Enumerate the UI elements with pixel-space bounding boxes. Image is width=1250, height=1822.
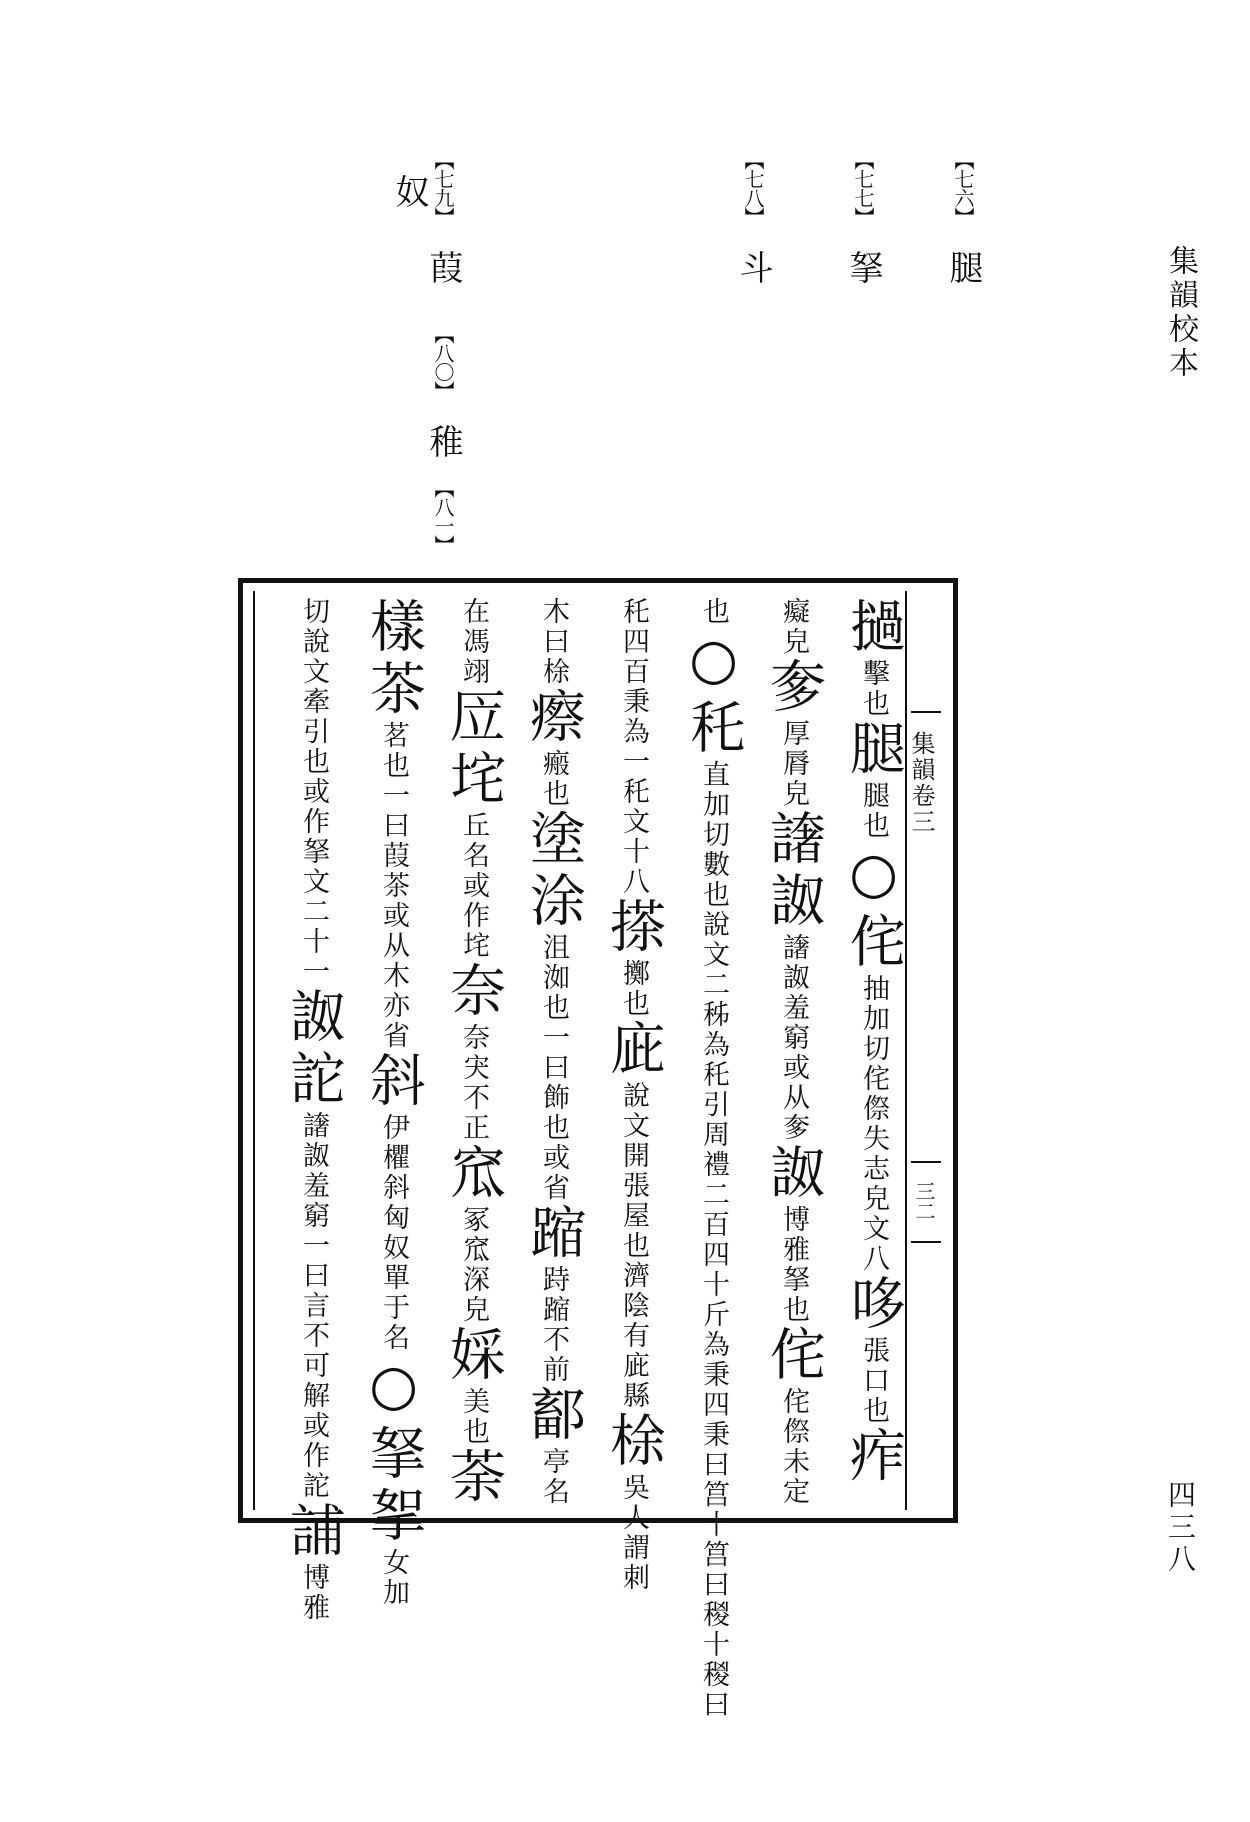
gloss: 吳人謂刺 bbox=[618, 1473, 649, 1593]
margin-tick bbox=[911, 711, 941, 713]
headword: 庛 bbox=[601, 1019, 666, 1081]
note-word: 斗 bbox=[733, 250, 773, 284]
text-columns bbox=[259, 597, 906, 1720]
gloss: 直加切數也說文二秭為秅引周禮二百四十斤為秉四秉曰筥十筥曰稯十稯曰 bbox=[698, 760, 729, 1720]
note-77 bbox=[843, 150, 883, 284]
text-column bbox=[821, 597, 906, 1504]
gloss: 厚脣皃 bbox=[778, 719, 809, 809]
note-78 bbox=[733, 150, 773, 284]
headword: ○秅 bbox=[681, 627, 746, 760]
headword: 窊 bbox=[441, 1143, 506, 1205]
gloss: 博雅 bbox=[298, 1563, 329, 1623]
note-word: 葭 bbox=[423, 250, 463, 284]
headword: 婇 bbox=[441, 1325, 506, 1387]
headword: 譇詉 bbox=[761, 809, 826, 933]
headword: 塗涂 bbox=[521, 809, 586, 933]
note-mark: 【七六】 bbox=[951, 150, 975, 226]
headword: 斜 bbox=[361, 1051, 426, 1113]
text-column bbox=[581, 597, 666, 1593]
headword: 誧 bbox=[281, 1501, 346, 1563]
gloss: 博雅拏也 bbox=[778, 1205, 809, 1325]
gloss: 譇詉羞窮一曰言不可解或作詑 bbox=[298, 1111, 329, 1501]
note-mark: 【七九】 bbox=[431, 150, 455, 226]
gloss: 說文開張屋也濟陰有庛縣 bbox=[618, 1081, 649, 1411]
woodblock-frame bbox=[238, 578, 958, 1720]
text-column bbox=[501, 597, 586, 1507]
headword: 奈 bbox=[441, 961, 506, 1023]
gloss: 奈宊不正 bbox=[458, 1023, 489, 1143]
headword: 詉詑 bbox=[281, 987, 346, 1111]
gloss: 美也 bbox=[458, 1387, 489, 1447]
text-column bbox=[741, 597, 826, 1507]
gloss: 茗也一曰葭茶或从木亦省 bbox=[378, 721, 409, 1051]
gloss: 侘傺未定 bbox=[778, 1387, 809, 1507]
page-number: 四三八 bbox=[1164, 1480, 1197, 1576]
gloss: 擊也 bbox=[858, 659, 889, 719]
gloss: 癡皃 bbox=[778, 597, 809, 657]
headword: 鄐 bbox=[521, 1385, 586, 1447]
gloss: 木曰梌 bbox=[538, 597, 569, 687]
text-column bbox=[661, 597, 746, 1720]
text-column bbox=[341, 597, 426, 1608]
gloss: 腿也 bbox=[858, 781, 889, 841]
note-word: 稚 bbox=[423, 424, 463, 458]
gloss: 在馮翊 bbox=[458, 597, 489, 687]
margin-title: 集韻卷三 bbox=[907, 731, 935, 835]
note-mark: 【八〇】 bbox=[431, 324, 455, 400]
gloss: 丘名或作垞 bbox=[458, 811, 489, 961]
text-column bbox=[421, 597, 506, 1509]
note-word: 拏 bbox=[843, 250, 883, 284]
gloss: 伊欋斜匈奴單于名 bbox=[378, 1113, 409, 1353]
gloss: 亭名 bbox=[538, 1447, 569, 1507]
text-column bbox=[261, 597, 346, 1623]
gloss: 擲也 bbox=[618, 959, 649, 1019]
margin-folio: 三二 bbox=[912, 1181, 936, 1221]
headword: 㕇垞 bbox=[441, 687, 506, 811]
gloss: 跱蹜不前 bbox=[538, 1265, 569, 1385]
headword: 搽 bbox=[601, 897, 666, 959]
note-mark: 【七八】 bbox=[741, 150, 765, 226]
gloss: 瘢也 bbox=[538, 749, 569, 809]
margin-tick bbox=[911, 1161, 941, 1163]
headword: 蹜 bbox=[521, 1203, 586, 1265]
headword: ○拏挐 bbox=[361, 1353, 426, 1548]
note-mark: 【八一】 bbox=[431, 478, 455, 554]
headword: 奓 bbox=[761, 657, 826, 719]
margin-tick bbox=[911, 1241, 941, 1243]
book-title: 集韻校本 bbox=[1163, 245, 1198, 381]
headword: 梌 bbox=[601, 1411, 666, 1473]
note-mark: 【七七】 bbox=[851, 150, 875, 226]
headword: 詉 bbox=[761, 1143, 826, 1205]
headword: 荼 bbox=[441, 1447, 506, 1509]
gloss: 冢窊深皃 bbox=[458, 1205, 489, 1325]
gloss: 切說文牽引也或作拏文二十一 bbox=[298, 597, 329, 987]
headword: 痄 bbox=[841, 1426, 906, 1488]
gloss: 秅四百秉為一秅文十八 bbox=[618, 597, 649, 897]
note-word: 奴 bbox=[389, 174, 429, 208]
headword: 侘 bbox=[761, 1325, 826, 1387]
headword: ○侘 bbox=[841, 841, 906, 974]
note-word: 腿 bbox=[943, 250, 983, 284]
collation-notes bbox=[360, 150, 983, 570]
gloss: 譇詉羞窮或从奓 bbox=[778, 933, 809, 1143]
headword: 樣茶 bbox=[361, 597, 426, 721]
note-76 bbox=[943, 150, 983, 284]
margin-strip bbox=[905, 591, 945, 1510]
gloss: 沮洳也一曰飾也或省 bbox=[538, 933, 569, 1203]
headword: 腿 bbox=[841, 719, 906, 781]
gloss: 也 bbox=[698, 597, 729, 627]
gloss: 抽加切侘傺失志皃文八 bbox=[858, 974, 889, 1274]
headword: 瘵 bbox=[521, 687, 586, 749]
frame-inner bbox=[253, 591, 945, 1720]
gloss: 張口也 bbox=[858, 1336, 889, 1426]
gloss: 女加 bbox=[378, 1548, 409, 1608]
headword: 哆 bbox=[841, 1274, 906, 1336]
headword: 撾 bbox=[841, 597, 906, 659]
note-79-81 bbox=[389, 150, 463, 570]
